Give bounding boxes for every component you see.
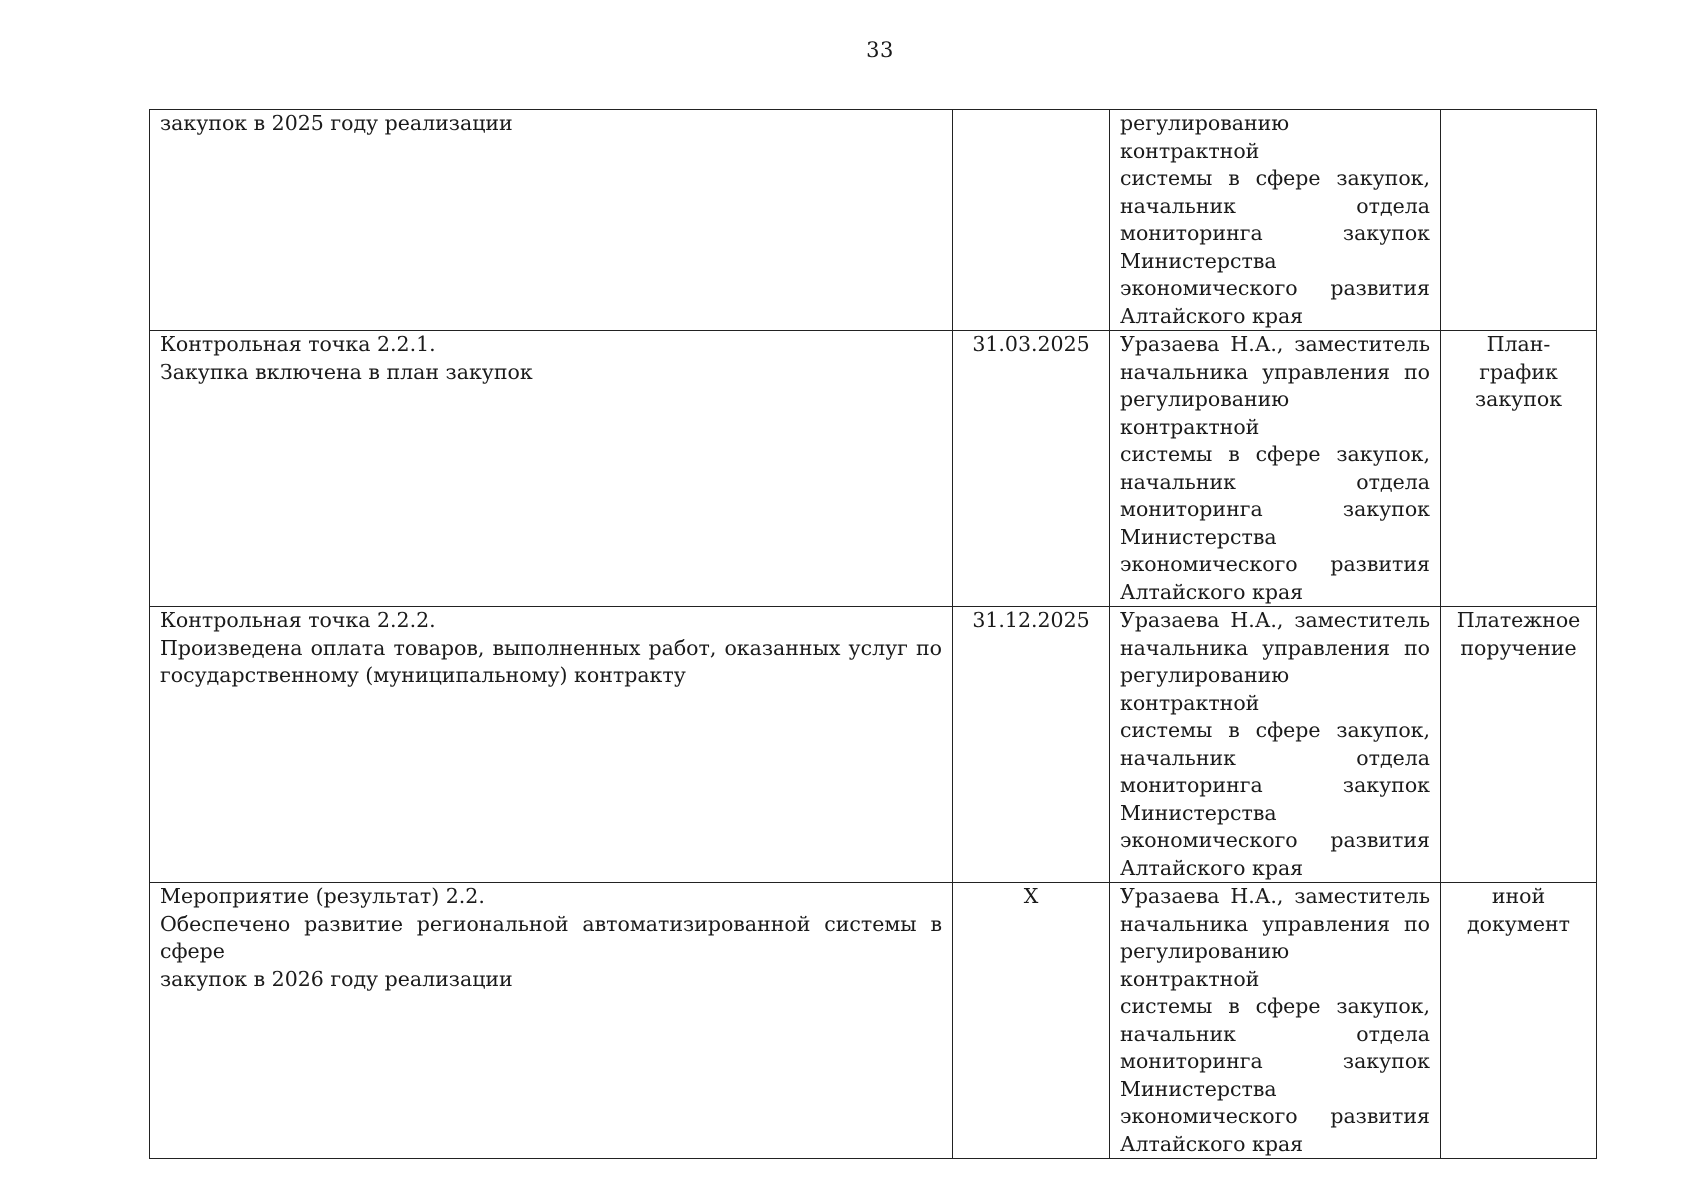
document-type-cell [1441, 883, 1597, 1159]
date-cell [953, 110, 1110, 331]
deadline-date: X [1023, 884, 1039, 908]
responsible-line: системы в сфере закупок, [1120, 718, 1430, 742]
date-cell [953, 883, 1110, 1159]
responsible-line: экономического развития [1120, 1104, 1430, 1128]
responsible-line: Министерства [1120, 800, 1277, 825]
table-row [150, 331, 1597, 607]
responsible-line: Министерства [1120, 248, 1277, 273]
description-line: закупок в 2025 году реализации [160, 111, 513, 135]
document-type-cell [1441, 331, 1597, 607]
description-cell [150, 110, 953, 331]
responsible-cell [1110, 110, 1441, 331]
deadline-date: 31.03.2025 [972, 332, 1090, 356]
document-type-cell [1441, 607, 1597, 883]
responsible-line: регулированию контрактной [1120, 111, 1290, 163]
description-line: государственному (муниципальному) контракту [160, 663, 686, 687]
responsible-line: Уразаева Н.А., заместитель [1120, 608, 1430, 632]
responsible-cell [1110, 883, 1441, 1159]
responsible-line: начальника управления по [1120, 635, 1430, 660]
document-type-line: План-график [1479, 332, 1558, 384]
description-line: Мероприятие (результат) 2.2. [160, 884, 485, 908]
responsible-line: регулированию контрактной [1120, 387, 1290, 439]
responsible-line: мониторинга закупок [1120, 1049, 1430, 1073]
document-type-line: иной [1491, 884, 1546, 908]
description-cell [150, 883, 953, 1159]
responsible-cell [1110, 331, 1441, 607]
description-line: Контрольная точка 2.2.2. [160, 608, 436, 632]
responsible-line: Министерства [1120, 1076, 1277, 1101]
responsible-line: начальник отдела [1120, 469, 1430, 494]
plan-table [149, 109, 1597, 1159]
responsible-line: начальник отдела [1120, 745, 1430, 770]
document-type-line: документ [1467, 911, 1570, 936]
responsible-line: Алтайского края [1120, 1131, 1304, 1156]
responsible-cell [1110, 607, 1441, 883]
description-line: Произведена оплата товаров, выполненных работ, оказанных услуг по [160, 635, 942, 660]
document-type-cell [1441, 110, 1597, 331]
responsible-line: начальника управления по [1120, 911, 1430, 936]
responsible-line: мониторинга закупок [1120, 497, 1430, 521]
table-row [150, 110, 1597, 331]
responsible-line: системы в сфере закупок, [1120, 994, 1430, 1018]
document-type-line: Платежное [1456, 608, 1581, 632]
date-cell [953, 331, 1110, 607]
responsible-line: Уразаева Н.А., заместитель [1120, 332, 1430, 356]
responsible-line: мониторинга закупок [1120, 221, 1430, 245]
description-cell [150, 607, 953, 883]
responsible-line: Уразаева Н.А., заместитель [1120, 884, 1430, 908]
document-type-line: закупок [1474, 387, 1563, 411]
table-row [150, 883, 1597, 1159]
responsible-line: экономического развития [1120, 276, 1430, 300]
responsible-line: Министерства [1120, 524, 1277, 549]
responsible-line: мониторинга закупок [1120, 773, 1430, 797]
deadline-date: 31.12.2025 [972, 608, 1090, 632]
date-cell [953, 607, 1110, 883]
responsible-line: начальник отдела [1120, 193, 1430, 218]
responsible-line: Алтайского края [1120, 579, 1304, 604]
description-line: Обеспечено развитие региональной автоматизированной системы в сфере [160, 911, 942, 963]
responsible-line: регулированию контрактной [1120, 663, 1290, 715]
responsible-line: начальник отдела [1120, 1021, 1430, 1046]
description-line: закупок в 2026 году реализации [160, 966, 513, 991]
description-line: Закупка включена в план закупок [160, 359, 533, 384]
responsible-line: Алтайского края [1120, 303, 1304, 328]
responsible-line: Алтайского края [1120, 855, 1304, 880]
description-line: Контрольная точка 2.2.1. [160, 332, 436, 356]
page-number: 33 [866, 38, 894, 62]
responsible-line: экономического развития [1120, 828, 1430, 852]
responsible-line: регулированию контрактной [1120, 939, 1290, 991]
document-type-line: поручение [1460, 635, 1577, 660]
responsible-line: системы в сфере закупок, [1120, 166, 1430, 190]
table-row [150, 607, 1597, 883]
responsible-line: системы в сфере закупок, [1120, 442, 1430, 466]
responsible-line: начальника управления по [1120, 359, 1430, 384]
description-cell [150, 331, 953, 607]
responsible-line: экономического развития [1120, 552, 1430, 576]
